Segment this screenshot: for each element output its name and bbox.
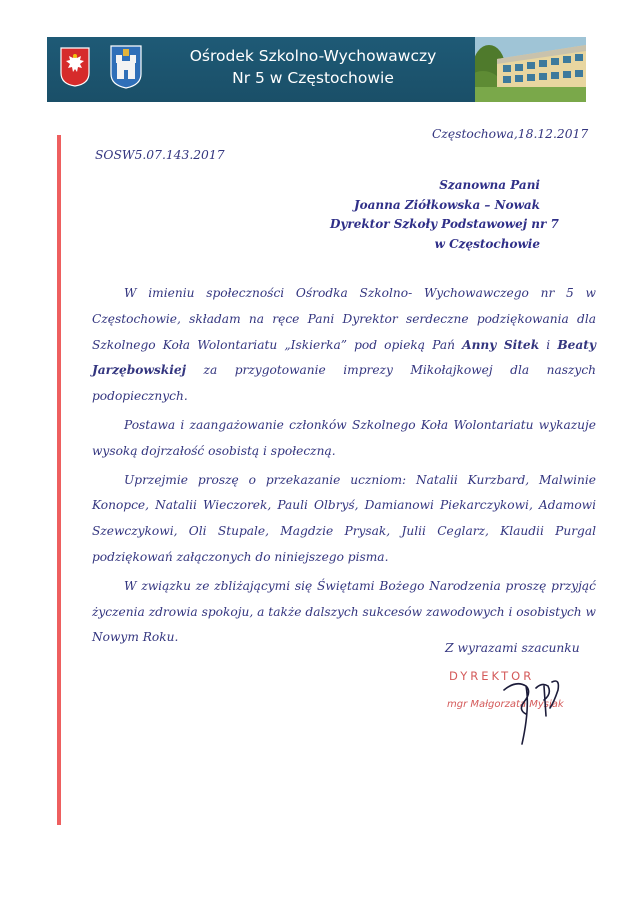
letter-date: Częstochowa,18.12.2017: [432, 127, 589, 141]
polish-eagle-emblem-icon: [60, 47, 90, 87]
institution-name-line1: Ośrodek Szkolno-Wychowawczy: [189, 47, 437, 65]
handwritten-signature: [496, 668, 566, 748]
director-name-stamp: mgr Małgorzata Mysiak: [447, 699, 564, 710]
institution-name: [157, 45, 469, 89]
paragraph-students: Uprzejmie proszę o przekazanie uczniom: Natalii Kurzbard, Malwinie Konopce, Natalii Wieczorek, Pauli Olbryś, Damianowi Piekarczykowi, Adamowi Szewczykowi, Oli Stupale, Magdzie Prysak, Julii Ceglarz, Klaudii Purgal podziękowań załączonych do niniejszego pisma.: [92, 472, 596, 564]
director-stamp: DYREKTOR: [449, 669, 535, 683]
letterhead-banner: [47, 37, 586, 102]
addressee-position: Dyrektor Szkoły Podstawowej nr 7: [330, 217, 559, 231]
school-building-photo: [475, 37, 586, 102]
caretaker-name-2: Beaty Jarzębowskiej: [92, 337, 596, 378]
addressee-name: Joanna Ziółkowska – Nowak: [353, 197, 540, 212]
caretaker-name-1: Anny Sitek: [462, 337, 540, 352]
addressee-city: w Częstochowie: [434, 236, 540, 251]
paragraph-thanks: [92, 281, 596, 410]
paragraph-thanks-text: W imieniu społeczności Ośrodka Szkolno- Wychowawczego nr 5 w Częstochowie, składam na ręce Pani Dyrektor serdeczne podziękowania dla Szkolnego Koła Wolontariatu „Iskierka” pod opieką Pań: [92, 286, 596, 352]
letter-body: [92, 281, 596, 654]
conjunction: i: [539, 337, 558, 352]
addressee-salutation: Szanowna Pani: [439, 178, 540, 192]
city-coat-of-arms-icon: [110, 45, 142, 89]
paragraph-thanks-end: za przygotowanie imprezy Mikołajkowej dla naszych podopiecznych.: [92, 363, 596, 404]
red-margin-line: [57, 135, 61, 825]
closing-phrase: Z wyrazami szacunku: [445, 641, 580, 655]
institution-name-line2: Nr 5 w Częstochowie: [232, 69, 394, 87]
paragraph-attitude: Postawa i zaangażowanie członków Szkolnego Koła Wolontariatu wykazuje wysoką dojrzałość osobistą i społeczną.: [92, 417, 596, 458]
addressee-block: [330, 176, 559, 254]
reference-number: SOSW5.07.143.2017: [95, 148, 225, 162]
paragraph-wishes: W związku ze zbliżającymi się Świętami Bożego Narodzenia proszę przyjąć życzenia zdrowia spokoju, a także dalszych sukcesów zawodowych i osobistych w Nowym Roku.: [92, 578, 596, 645]
